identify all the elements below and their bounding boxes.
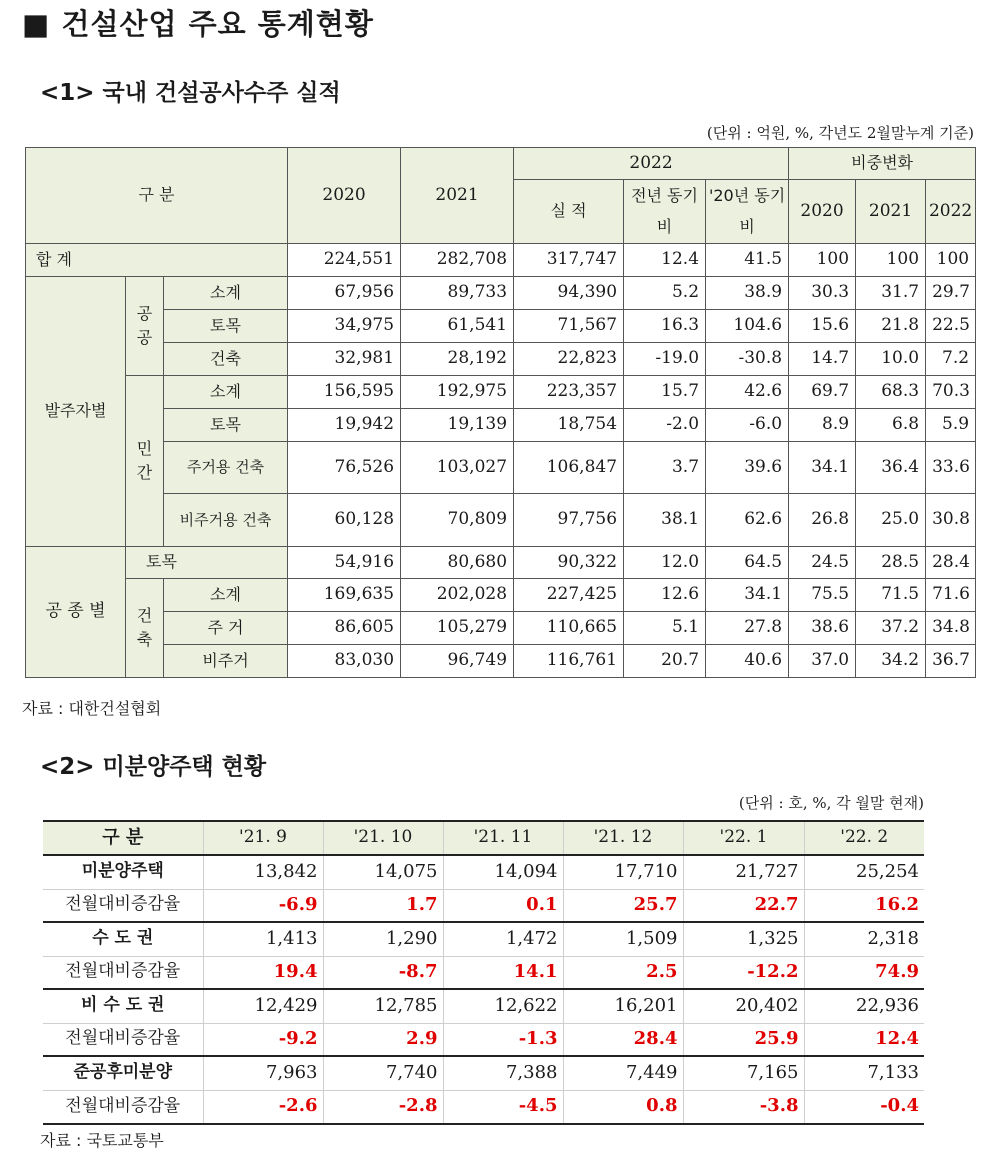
table-cell: 70,809 <box>401 494 514 547</box>
table-cell: 25.9 <box>683 1023 804 1056</box>
table-cell: 15.7 <box>624 376 706 409</box>
contract-orders-table <box>25 147 976 678</box>
row-label: 토목 <box>164 409 288 442</box>
table-cell: 100 <box>789 244 856 277</box>
table-cell: 100 <box>856 244 926 277</box>
table-cell: 110,665 <box>514 612 624 645</box>
section-title-contract-orders: <1> 국내 건설공사수주 실적 <box>40 80 341 106</box>
table-cell: 7,449 <box>563 1056 683 1090</box>
table-row <box>26 612 976 645</box>
table-cell: 5.9 <box>926 409 976 442</box>
header-year-2022: 2022 <box>514 148 789 180</box>
table-cell: 30.3 <box>789 277 856 310</box>
table-cell: 0.1 <box>443 889 563 922</box>
table-row <box>26 645 976 678</box>
table-cell: 12,622 <box>443 989 563 1023</box>
table-cell: 2.5 <box>563 956 683 989</box>
table-cell: 42.6 <box>706 376 789 409</box>
table-cell: -1.3 <box>443 1023 563 1056</box>
table-cell: 10.0 <box>856 343 926 376</box>
table-row <box>43 1090 924 1124</box>
table-cell: 16.2 <box>804 889 924 922</box>
table-cell: 1,472 <box>443 922 563 956</box>
table-row <box>43 922 924 956</box>
header-month: '21. 9 <box>203 821 323 855</box>
table-cell: 8.9 <box>789 409 856 442</box>
table-cell: -6.9 <box>203 889 323 922</box>
table-row <box>26 244 976 277</box>
table-cell: 28.4 <box>563 1023 683 1056</box>
source-note-contract-orders: 자료 : 대한건설협회 <box>22 699 162 718</box>
header-year-2020: 2020 <box>288 148 401 244</box>
table-cell: 14,094 <box>443 855 563 889</box>
table-cell: 37.2 <box>856 612 926 645</box>
header-share-2022: 2022 <box>926 180 976 244</box>
table-row <box>26 343 976 376</box>
table-cell: 12.4 <box>624 244 706 277</box>
table-cell: 54,916 <box>288 547 401 579</box>
table-cell: 1,325 <box>683 922 804 956</box>
table-cell: 18,754 <box>514 409 624 442</box>
table-cell: 29.7 <box>926 277 976 310</box>
table-cell: 1,509 <box>563 922 683 956</box>
table-cell: 86,605 <box>288 612 401 645</box>
table-cell: 34.1 <box>706 579 789 612</box>
table-cell: -6.0 <box>706 409 789 442</box>
header-yoy: 전년 동기비 <box>624 180 706 244</box>
row-label: 토목 <box>164 310 288 343</box>
table-cell: 103,027 <box>401 442 514 494</box>
table-cell: 192,975 <box>401 376 514 409</box>
table-cell: 15.6 <box>789 310 856 343</box>
table-cell: 38.6 <box>789 612 856 645</box>
table-cell: 74.9 <box>804 956 924 989</box>
table-cell: 104.6 <box>706 310 789 343</box>
table-cell: 1.7 <box>323 889 443 922</box>
table-cell: 41.5 <box>706 244 789 277</box>
table-cell: 12.6 <box>624 579 706 612</box>
group-label-client: 발주자별 <box>26 277 126 547</box>
header-year-2021: 2021 <box>401 148 514 244</box>
table-cell: 19.4 <box>203 956 323 989</box>
group-label-private: 민 간 <box>126 376 164 547</box>
table-cell: 20,402 <box>683 989 804 1023</box>
table-cell: 202,028 <box>401 579 514 612</box>
table-row <box>43 1023 924 1056</box>
table-cell: 20.7 <box>624 645 706 678</box>
unit-note-contract-orders: (단위 : 억원, %, 각년도 2월말누계 기준) <box>706 124 974 142</box>
source-note-unsold-housing: 자료 : 국토교통부 <box>40 1131 164 1150</box>
table-cell: 116,761 <box>514 645 624 678</box>
table-row <box>26 494 976 547</box>
table-cell: 105,279 <box>401 612 514 645</box>
header-category: 구 분 <box>43 821 203 855</box>
table-cell: 16,201 <box>563 989 683 1023</box>
table-cell: 21.8 <box>856 310 926 343</box>
table-cell: 7,963 <box>203 1056 323 1090</box>
table-cell: 97,756 <box>514 494 624 547</box>
table-cell: 12,429 <box>203 989 323 1023</box>
header-row <box>43 821 924 855</box>
row-label: 비주거 <box>164 645 288 678</box>
table-cell: -19.0 <box>624 343 706 376</box>
table-cell: 282,708 <box>401 244 514 277</box>
header-month: '22. 2 <box>804 821 924 855</box>
table-cell: 7,165 <box>683 1056 804 1090</box>
table-cell: -9.2 <box>203 1023 323 1056</box>
row-label: 소계 <box>164 277 288 310</box>
table-cell: 106,847 <box>514 442 624 494</box>
table-cell: 227,425 <box>514 579 624 612</box>
header-share-2021: 2021 <box>856 180 926 244</box>
table-cell: 14.7 <box>789 343 856 376</box>
unit-note-unsold-housing: (단위 : 호, %, 각 월말 현재) <box>738 794 924 812</box>
header-category: 구 분 <box>26 148 288 244</box>
row-label: 전월대비증감율 <box>43 1090 203 1124</box>
table-cell: 12,785 <box>323 989 443 1023</box>
group-label-public: 공 공 <box>126 277 164 376</box>
group-label-work-type: 공 종 별 <box>26 547 126 678</box>
header-actual: 실 적 <box>514 180 624 244</box>
table-cell: 5.1 <box>624 612 706 645</box>
table-cell: 68.3 <box>856 376 926 409</box>
row-label: 전월대비증감율 <box>43 956 203 989</box>
table-cell: 14,075 <box>323 855 443 889</box>
table-row <box>43 855 924 889</box>
row-label: 주거용 건축 <box>164 442 288 494</box>
table-cell: 12.0 <box>624 547 706 579</box>
row-label: 전월대비증감율 <box>43 1023 203 1056</box>
page-title: ■ 건설산업 주요 통계현황 <box>22 7 374 41</box>
table-cell: 1,413 <box>203 922 323 956</box>
table-row <box>26 310 976 343</box>
row-label: 전월대비증감율 <box>43 889 203 922</box>
table-cell: 31.7 <box>856 277 926 310</box>
table-cell: 71.5 <box>856 579 926 612</box>
row-label: 주 거 <box>164 612 288 645</box>
table-cell: 17,710 <box>563 855 683 889</box>
table-cell: 37.0 <box>789 645 856 678</box>
table-cell: 83,030 <box>288 645 401 678</box>
table-cell: 16.3 <box>624 310 706 343</box>
table-row <box>26 442 976 494</box>
table-cell: -8.7 <box>323 956 443 989</box>
table-cell: 2.9 <box>323 1023 443 1056</box>
table-cell: 156,595 <box>288 376 401 409</box>
unsold-housing-table <box>43 820 924 1125</box>
table-cell: 317,747 <box>514 244 624 277</box>
table-cell: 64.5 <box>706 547 789 579</box>
table-cell: 70.3 <box>926 376 976 409</box>
table-cell: 1,290 <box>323 922 443 956</box>
row-label: 토목 <box>126 547 288 579</box>
table-cell: 169,635 <box>288 579 401 612</box>
table-cell: 71.6 <box>926 579 976 612</box>
table-cell: 25.7 <box>563 889 683 922</box>
table-cell: 21,727 <box>683 855 804 889</box>
row-label: 미분양주택 <box>43 855 203 889</box>
table-cell: 76,526 <box>288 442 401 494</box>
table-row <box>43 989 924 1023</box>
table-cell: 7,133 <box>804 1056 924 1090</box>
table-cell: 67,956 <box>288 277 401 310</box>
row-label: 건축 <box>164 343 288 376</box>
table-cell: 39.6 <box>706 442 789 494</box>
table-cell: 69.7 <box>789 376 856 409</box>
table-cell: 34.8 <box>926 612 976 645</box>
table-cell: 14.1 <box>443 956 563 989</box>
table-cell: 22,823 <box>514 343 624 376</box>
table-cell: 94,390 <box>514 277 624 310</box>
table-cell: 71,567 <box>514 310 624 343</box>
table-cell: 32,981 <box>288 343 401 376</box>
header-share-change: 비중변화 <box>789 148 976 180</box>
row-label: 준공후미분양 <box>43 1056 203 1090</box>
table-cell: 75.5 <box>789 579 856 612</box>
table-cell: 7,740 <box>323 1056 443 1090</box>
table-cell: 28,192 <box>401 343 514 376</box>
table-cell: 22.7 <box>683 889 804 922</box>
table-cell: 62.6 <box>706 494 789 547</box>
table-cell: 19,942 <box>288 409 401 442</box>
table-cell: 90,322 <box>514 547 624 579</box>
table-cell: 61,541 <box>401 310 514 343</box>
table-row <box>26 277 976 310</box>
table-cell: 40.6 <box>706 645 789 678</box>
table-cell: 2,318 <box>804 922 924 956</box>
table-cell: -4.5 <box>443 1090 563 1124</box>
table-cell: 34.2 <box>856 645 926 678</box>
row-label-total: 합 계 <box>26 244 288 277</box>
table-cell: 30.8 <box>926 494 976 547</box>
table-cell: -2.0 <box>624 409 706 442</box>
table-row <box>26 376 976 409</box>
row-label: 비주거용 건축 <box>164 494 288 547</box>
table-cell: 5.2 <box>624 277 706 310</box>
table-cell: 36.4 <box>856 442 926 494</box>
table-cell: 33.6 <box>926 442 976 494</box>
table-cell: 60,128 <box>288 494 401 547</box>
table-cell: 34.1 <box>789 442 856 494</box>
table-cell: 3.7 <box>624 442 706 494</box>
table-row <box>43 956 924 989</box>
table-cell: -30.8 <box>706 343 789 376</box>
table-cell: 7.2 <box>926 343 976 376</box>
header-share-2020: 2020 <box>789 180 856 244</box>
row-label: 수 도 권 <box>43 922 203 956</box>
table-cell: 22.5 <box>926 310 976 343</box>
table-cell: 25,254 <box>804 855 924 889</box>
table-cell: 13,842 <box>203 855 323 889</box>
table-cell: 96,749 <box>401 645 514 678</box>
header-month: '21. 11 <box>443 821 563 855</box>
table-cell: 89,733 <box>401 277 514 310</box>
header-month: '21. 10 <box>323 821 443 855</box>
table-row <box>26 409 976 442</box>
table-cell: 26.8 <box>789 494 856 547</box>
table-cell: -2.8 <box>323 1090 443 1124</box>
table-cell: 80,680 <box>401 547 514 579</box>
table-cell: 224,551 <box>288 244 401 277</box>
table-cell: -2.6 <box>203 1090 323 1124</box>
section-title-unsold-housing: <2> 미분양주택 현황 <box>40 754 267 780</box>
row-label: 비 수 도 권 <box>43 989 203 1023</box>
table-cell: 38.1 <box>624 494 706 547</box>
table-cell: 28.5 <box>856 547 926 579</box>
table-cell: 28.4 <box>926 547 976 579</box>
table-row <box>26 547 976 579</box>
table-cell: 0.8 <box>563 1090 683 1124</box>
table-cell: 6.8 <box>856 409 926 442</box>
table-cell: 27.8 <box>706 612 789 645</box>
table-cell: 38.9 <box>706 277 789 310</box>
table-cell: 36.7 <box>926 645 976 678</box>
header-month: '21. 12 <box>563 821 683 855</box>
table-cell: 19,139 <box>401 409 514 442</box>
header-month: '22. 1 <box>683 821 804 855</box>
table-cell: 7,388 <box>443 1056 563 1090</box>
table-cell: 34,975 <box>288 310 401 343</box>
row-label: 소계 <box>164 376 288 409</box>
table-row <box>43 1056 924 1090</box>
table-cell: 12.4 <box>804 1023 924 1056</box>
table-cell: -12.2 <box>683 956 804 989</box>
group-label-building: 건 축 <box>126 579 164 678</box>
table-row <box>26 579 976 612</box>
table-row <box>43 889 924 922</box>
header-vs-2020: '20년 동기비 <box>706 180 789 244</box>
table-cell: 25.0 <box>856 494 926 547</box>
table-cell: 22,936 <box>804 989 924 1023</box>
table-cell: -3.8 <box>683 1090 804 1124</box>
table-cell: -0.4 <box>804 1090 924 1124</box>
table-cell: 223,357 <box>514 376 624 409</box>
table-cell: 100 <box>926 244 976 277</box>
row-label: 소계 <box>164 579 288 612</box>
table-cell: 24.5 <box>789 547 856 579</box>
